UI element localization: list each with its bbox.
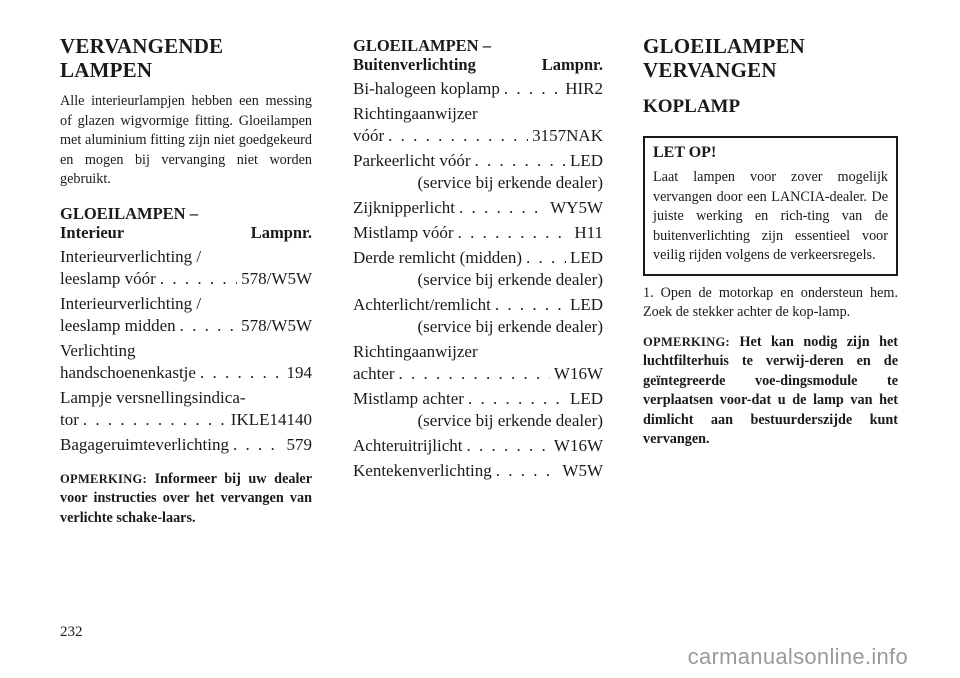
watermark-text: carmanualsonline.info — [687, 644, 908, 669]
bulb-entry-number: HIR2 — [565, 79, 603, 98]
bulb-entry-location: Mistlamp vóór — [353, 223, 454, 242]
dot-leader — [458, 222, 571, 244]
note-airbox — [643, 333, 898, 450]
subsection-title-headlamp: KOPLAMP — [643, 96, 741, 117]
intro-paragraph: Alle interieurlampjen hebben een messing of glazen wigvormige fitting. Gloeilampen met aluminium fitting zijn niet goedgekeurd en mogen bij vervanging niet worden gebruikt. — [60, 93, 312, 187]
column-left — [60, 34, 312, 528]
bulb-entry-location: Mistlamp achter — [353, 389, 464, 408]
bulb-entry-location: Zijknipperlicht — [353, 198, 455, 217]
bulb-entry — [353, 247, 603, 291]
dot-leader — [468, 388, 566, 410]
interior-header-category: Interieur — [60, 222, 125, 242]
dot-leader — [200, 362, 283, 384]
bulb-entry-location: tor — [60, 409, 79, 429]
bulb-entry-number: W16W — [553, 364, 603, 383]
bulb-entry-location: achter — [353, 364, 395, 383]
dot-leader — [160, 268, 237, 290]
bulb-entry — [353, 294, 603, 338]
bulb-entry-location: Bagageruimteverlichting — [60, 434, 229, 454]
exterior-header-category: Buitenverlichting — [353, 55, 476, 74]
section-title-replace-bulbs: GLOEILAMPEN VERVANGEN — [643, 34, 806, 82]
bulb-entry-label-line1: Verlichting — [60, 340, 136, 360]
bulb-entry-label-line1: Interieurverlichting / — [60, 293, 202, 313]
exterior-table-header — [353, 36, 603, 74]
dot-leader — [399, 363, 550, 385]
dot-leader — [459, 197, 546, 219]
dot-leader — [233, 434, 283, 456]
bulb-entry-number: W16W — [553, 436, 603, 455]
step-1: 1. Open de motorkap en ondersteun hem. Zoek de stekker achter de kop-lamp. — [643, 284, 898, 320]
bulb-entry — [60, 293, 312, 337]
note-label: OPMERKING: — [643, 334, 731, 349]
interior-header-line1: GLOEILAMPEN – — [60, 203, 198, 223]
section-title-replacement-bulbs: VERVANGENDE LAMPEN — [60, 34, 224, 82]
bulb-entry-number: H11 — [574, 223, 603, 242]
note-text: Informeer bij uw dealer voor instructies over het vervangen van verlichte schake-laars. — [60, 470, 312, 526]
exterior-bulb-list — [353, 78, 603, 482]
bulb-entry-service-note: (service bij erkende dealer) — [417, 173, 603, 192]
bulb-entry-number: LED — [569, 151, 603, 170]
bulb-entry-location: Parkeerlicht vóór — [353, 151, 471, 170]
bulb-entry-service-note: (service bij erkende dealer) — [417, 411, 603, 430]
bulb-entry-number: W5W — [562, 461, 603, 480]
bulb-entry — [353, 222, 603, 244]
bulb-entry — [353, 150, 603, 194]
page-number: 232 — [60, 624, 83, 640]
note-switches — [60, 470, 312, 529]
bulb-entry — [353, 103, 603, 147]
bulb-entry-number: LED — [569, 248, 603, 267]
bulb-entry-number: 578/W5W — [241, 315, 312, 335]
note-text: Het kan nodig zijn het luchtfilterhuis te verwij-deren en de geïntegreerde voe-dingsmodule te verplaatsen voor-dat u de lamp van het dimlicht aan bestuurderszijde kunt vervangen. — [643, 333, 898, 447]
interior-bulb-list — [60, 246, 312, 456]
bulb-entry — [353, 78, 603, 100]
bulb-entry-location: vóór — [353, 126, 385, 145]
bulb-entry-location: leeslamp midden — [60, 315, 176, 335]
dot-leader — [504, 78, 561, 100]
bulb-entry — [353, 435, 603, 457]
dot-leader — [180, 315, 238, 337]
bulb-entry-label-line1: Richtingaanwijzer — [353, 342, 478, 361]
column-middle — [353, 34, 603, 485]
bulb-entry-number: 579 — [286, 434, 312, 454]
caution-title: LET OP! — [653, 144, 717, 161]
exterior-header-bulbnr: Lampnr. — [541, 55, 603, 74]
bulb-entry — [353, 388, 603, 432]
bulb-entry-label-line1: Interieurverlichting / — [60, 246, 202, 266]
bulb-entry — [60, 246, 312, 290]
bulb-entry-location: Bi-halogeen koplamp — [353, 79, 500, 98]
bulb-entry-number: LED — [569, 389, 603, 408]
bulb-entry — [60, 434, 312, 456]
bulb-entry-number: 578/W5W — [241, 268, 312, 288]
bulb-entry-label-line1: Lampje versnellingsindica- — [60, 387, 246, 407]
bulb-entry — [60, 340, 312, 384]
bulb-entry-location: Derde remlicht (midden) — [353, 248, 522, 267]
bulb-entry-number: LED — [569, 295, 603, 314]
caution-text: Laat lampen voor zover mogelijk vervangen door een LANCIA-dealer. De juiste werking en rich-ting van de buitenverlichting zijn essentieel voor veilig rijden volgens de verkeersregels. — [653, 169, 888, 263]
bulb-entry-service-note: (service bij erkende dealer) — [417, 270, 603, 289]
dot-leader — [388, 125, 528, 147]
column-right — [643, 34, 898, 450]
note-label: OPMERKING: — [60, 471, 148, 486]
bulb-entry-location: leeslamp vóór — [60, 268, 156, 288]
bulb-entry-label-line1: Richtingaanwijzer — [353, 104, 478, 123]
bulb-entry-location: Achterlicht/remlicht — [353, 295, 491, 314]
bulb-entry-number: 194 — [286, 362, 312, 382]
interior-header-bulbnr: Lampnr. — [250, 222, 312, 242]
bulb-entry-number: WY5W — [550, 198, 603, 217]
exterior-header-line1: GLOEILAMPEN – — [353, 36, 491, 55]
bulb-entry — [353, 197, 603, 219]
bulb-entry-location: Achteruitrijlicht — [353, 436, 463, 455]
caution-box — [643, 136, 898, 276]
dot-leader — [467, 435, 550, 457]
bulb-entry-number: 3157NAK — [532, 126, 603, 145]
bulb-entry-number: IKLE14140 — [230, 409, 312, 429]
dot-leader — [475, 150, 566, 172]
dot-leader — [526, 247, 566, 269]
dot-leader — [496, 460, 559, 482]
bulb-entry — [60, 387, 312, 431]
bulb-entry-location: Kentekenverlichting — [353, 461, 492, 480]
bulb-entry — [353, 460, 603, 482]
dot-leader — [83, 409, 227, 431]
bulb-entry-service-note: (service bij erkende dealer) — [417, 317, 603, 336]
bulb-entry — [353, 341, 603, 385]
bulb-entry-location: handschoenenkastje — [60, 362, 196, 382]
dot-leader — [495, 294, 566, 316]
interior-table-header — [60, 204, 312, 242]
